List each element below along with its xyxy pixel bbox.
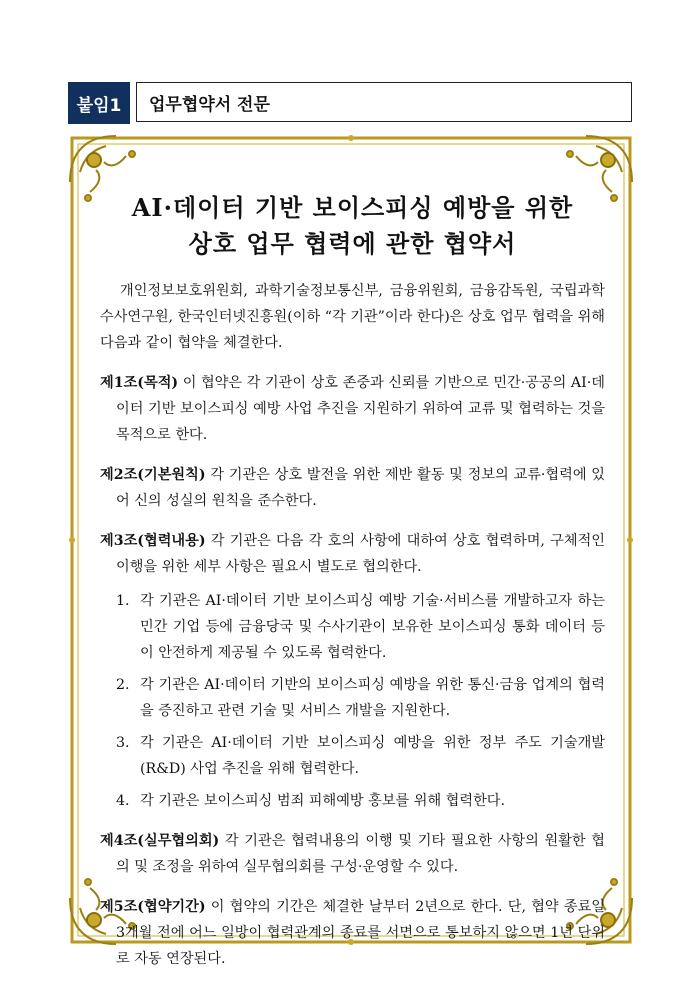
article-3-body: 각 기관은 다음 각 호의 사항에 대하여 상호 협력하며, 구체적인 이행을 위한 세부 사항은 필요시 별도로 협의한다. [116, 533, 605, 575]
list-item [100, 788, 605, 814]
list-item-text: 각 기관은 보이스피싱 범죄 피해예방 홍보를 위해 협력한다. [140, 793, 506, 809]
list-item-number: 3. [116, 735, 130, 751]
attachment-tag: 붙임1 [68, 82, 130, 124]
title-line-2: 상호 업무 협력에 관한 협약서 [188, 229, 517, 258]
list-item [100, 730, 605, 782]
list-item [100, 588, 605, 666]
article-3-heading: 제3조(협력내용) [100, 533, 206, 549]
list-item [100, 672, 605, 724]
article-4 [100, 828, 605, 880]
attachment-title: 업무협약서 전문 [136, 82, 632, 122]
agreement-title [100, 190, 605, 262]
list-item-number: 4. [116, 793, 130, 809]
article-2-body: 각 기관은 상호 발전을 위한 제반 활동 및 정보의 교류·협력에 있어 신의 성실의 원칙을 준수한다. [116, 467, 605, 509]
title-line-1: AI·데이터 기반 보이스피싱 예방을 위한 [131, 193, 574, 222]
list-item-number: 1. [116, 593, 130, 609]
article-1-body: 이 협약은 각 기관이 상호 존중과 신뢰를 기반으로 민간·공공의 AI·데이터 기반 보이스피싱 예방 사업 추진을 지원하기 위하여 교류 및 협력하는 것을 목적으로 한다. [116, 375, 605, 443]
attachment-header [68, 82, 634, 124]
article-2-heading: 제2조(기본원칙) [100, 467, 206, 483]
list-item-text: 각 기관은 AI·데이터 기반 보이스피싱 예방 기술·서비스를 개발하고자 하는 민간 기업 등에 금융당국 및 수사기관이 보유한 보이스피싱 통화 데이터 등이 안전하게 제공될 수 있도록 협력한다. [140, 593, 605, 661]
article-3 [100, 528, 605, 580]
intro-paragraph: 개인정보보호위원회, 과학기술정보통신부, 금융위원회, 금융감독원, 국립과학수사연구원, 한국인터넷진흥원(이하 “각 기관”이라 한다)은 상호 업무 협력을 위해 다음과 같이 협약을 체결한다. [100, 283, 605, 351]
agreement-content [100, 190, 605, 986]
cooperation-items-list [100, 588, 605, 814]
article-5 [100, 894, 605, 972]
list-item-text: 각 기관은 AI·데이터 기반의 보이스피싱 예방을 위한 통신·금융 업계의 협력을 증진하고 관련 기술 및 서비스 개발을 지원한다. [140, 677, 605, 719]
article-2 [100, 462, 605, 514]
article-4-body: 각 기관은 협력내용의 이행 및 기타 필요한 사항의 원활한 협의 및 조정을 위하여 실무협의회를 구성·운영할 수 있다. [116, 833, 605, 875]
list-item-text: 각 기관은 AI·데이터 기반 보이스피싱 예방을 위한 정부 주도 기술개발(R&D) 사업 추진을 위해 협력한다. [140, 735, 605, 777]
article-4-heading: 제4조(실무협의회) [100, 833, 220, 849]
article-1 [100, 370, 605, 448]
article-5-heading: 제5조(협약기간) [100, 899, 206, 915]
article-1-heading: 제1조(목적) [100, 375, 179, 391]
list-item-number: 2. [116, 677, 130, 693]
article-5-body: 이 협약의 기간은 체결한 날부터 2년으로 한다. 단, 협약 종료일 3개월 전에 어느 일방이 협력관계의 종료를 서면으로 통보하지 않으면 1년 단위로 자동 연장된다. [116, 899, 605, 967]
